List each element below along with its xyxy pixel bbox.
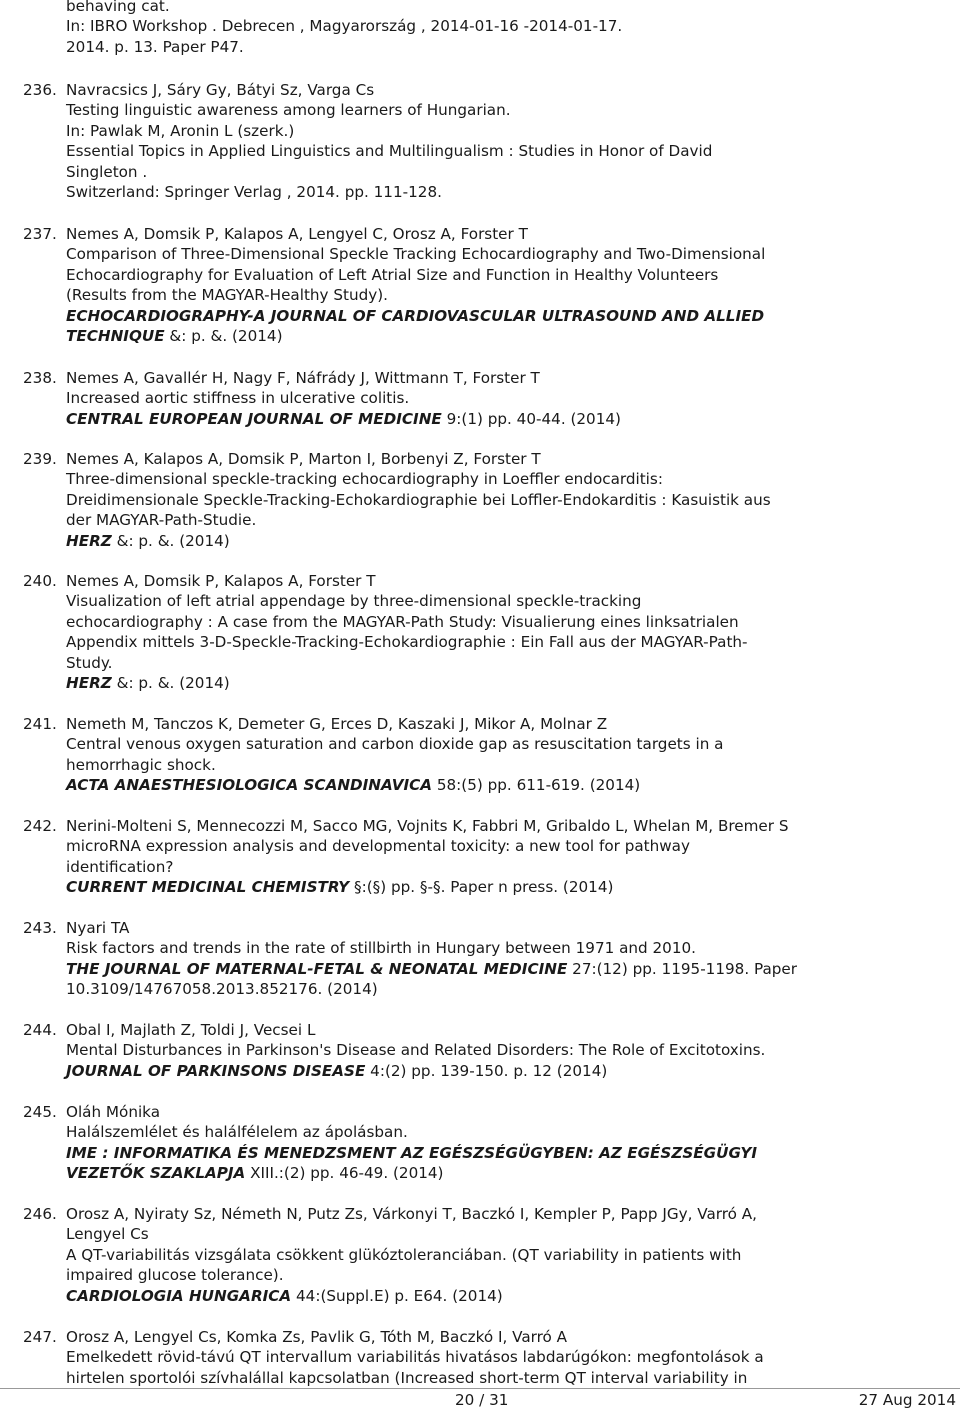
journal-title: ACTA ANAESTHESIOLOGICA SCANDINAVICA — [66, 776, 433, 795]
publication-entry — [0, 1327, 886, 1388]
entry-text: Nemes A, Kalapos A, Domsik P, Marton I, Borbenyi Z, Forster T — [66, 450, 541, 468]
entry-line — [66, 1143, 886, 1163]
entry-text: Central venous oxygen saturation and carbon dioxide gap as resuscitation targets in a — [66, 735, 724, 754]
entry-text: (Results from the MAGYAR-Healthy Study). — [66, 286, 388, 305]
journal-title: VEZETŐK SZAKLAPJA — [66, 1164, 246, 1183]
entry-text: Study. — [66, 653, 113, 672]
entry-number: 242. — [23, 817, 57, 835]
publication-entry — [0, 368, 886, 429]
journal-title: IME : INFORMATIKA ÉS MENEDZSMENT AZ EGÉSZSÉGÜGYBEN: AZ EGÉSZSÉGÜGYI — [66, 1143, 757, 1162]
entry-line — [66, 510, 886, 530]
entry-text: identification? — [66, 857, 174, 876]
entry-line — [66, 857, 886, 877]
publication-entry — [0, 1020, 886, 1081]
entry-line — [66, 591, 886, 611]
entry-line — [66, 836, 886, 856]
entry-number: 246. — [23, 1205, 57, 1223]
entry-line — [66, 1224, 886, 1244]
entry-text: 4:(2) pp. 139-150. p. 12 (2014) — [365, 1061, 608, 1080]
journal-title: CARDIOLOGIA HUNGARICA — [66, 1286, 292, 1305]
entry-line — [66, 224, 886, 244]
entry-number: 245. — [23, 1103, 57, 1121]
entry-line — [66, 1020, 886, 1040]
entry-text: Nemeth M, Tanczos K, Demeter G, Erces D, Kaszaki J, Mikor A, Molnar Z — [66, 715, 608, 733]
entry-text: Nemes A, Domsik P, Kalapos A, Lengyel C, Orosz A, Forster T — [66, 225, 528, 243]
entry-line — [66, 100, 886, 120]
entry-line — [66, 490, 886, 510]
entry-number: 238. — [23, 369, 57, 387]
entry-line — [66, 653, 886, 673]
entry-line — [66, 1265, 886, 1285]
publication-entry — [0, 918, 886, 1000]
entry-text: Testing linguistic awareness among learners of Hungarian. — [66, 101, 511, 120]
entry-text: Halálszemlélet és halálfélelem az ápolásban. — [66, 1123, 408, 1142]
entry-line — [66, 265, 886, 285]
journal-title: THE JOURNAL OF MATERNAL-FETAL & NEONATAL MEDICINE — [66, 959, 568, 978]
entry-line — [66, 755, 886, 775]
publication-entry — [0, 714, 886, 796]
footer-date: 27 Aug 2014 — [858, 1391, 956, 1409]
journal-title: JOURNAL OF PARKINSONS DISEASE — [66, 1061, 366, 1080]
entry-line — [66, 877, 886, 897]
entry-line — [66, 0, 886, 16]
journal-title: TECHNIQUE — [66, 327, 165, 346]
entry-number: 237. — [23, 225, 57, 243]
journal-title: HERZ — [66, 531, 112, 550]
entry-line — [66, 1368, 886, 1388]
entry-text: Risk factors and trends in the rate of stillbirth in Hungary between 1971 and 2010. — [66, 939, 696, 958]
publication-entry — [0, 80, 886, 202]
entry-line — [66, 121, 886, 141]
entry-line — [66, 571, 886, 591]
page-footer — [0, 1388, 960, 1410]
entry-text: Essential Topics in Applied Linguistics and Multilingualism : Studies in Honor of David — [66, 142, 713, 161]
entry-line — [66, 775, 886, 795]
entry-text: Mental Disturbances in Parkinson's Disease and Related Disorders: The Role of Excitotoxins. — [66, 1041, 766, 1060]
entry-line — [66, 938, 886, 958]
entry-text: Comparison of Three-Dimensional Speckle Tracking Echocardiography and Two-Dimensional — [66, 245, 766, 264]
entry-text: Orosz A, Nyiraty Sz, Németh N, Putz Zs, Várkonyi T, Baczkó I, Kempler P, Papp JGy, Varró A, — [66, 1205, 757, 1223]
publication-entry — [0, 449, 886, 551]
entry-line — [66, 1204, 886, 1224]
entry-line — [66, 531, 886, 551]
entry-line — [66, 37, 886, 57]
publication-entry — [0, 0, 886, 57]
entry-text: §:(§) pp. §-§. Paper n press. (2014) — [349, 878, 614, 897]
entry-number: 239. — [23, 450, 57, 468]
entry-line — [66, 714, 886, 734]
entry-line — [66, 285, 886, 305]
entry-line — [66, 244, 886, 264]
entry-line — [66, 979, 886, 999]
entry-text: microRNA expression analysis and developmental toxicity: a new tool for pathway — [66, 837, 690, 856]
entry-number: 236. — [23, 81, 57, 99]
entry-line — [66, 388, 886, 408]
entry-line — [66, 368, 886, 388]
entry-line — [66, 80, 886, 100]
entry-number: 244. — [23, 1021, 57, 1039]
entry-line — [66, 182, 886, 202]
entry-line — [66, 1061, 886, 1081]
entry-line — [66, 1122, 886, 1142]
entry-line — [66, 959, 886, 979]
entry-text: impaired glucose tolerance). — [66, 1266, 284, 1285]
publication-entry — [0, 224, 886, 346]
entry-text: der MAGYAR-Path-Studie. — [66, 511, 257, 530]
entry-line — [66, 1286, 886, 1306]
entry-text: Three-dimensional speckle-tracking echocardiography in Loeffler endocarditis: — [66, 470, 663, 489]
entry-text: In: Pawlak M, Aronin L (szerk.) — [66, 121, 295, 140]
publication-entry — [0, 816, 886, 898]
entry-text: Lengyel Cs — [66, 1225, 149, 1244]
entry-line — [66, 1163, 886, 1183]
entry-text: 58:(5) pp. 611-619. (2014) — [432, 776, 641, 795]
entry-line — [66, 162, 886, 182]
entry-line — [66, 1347, 886, 1367]
entry-text: Oláh Mónika — [66, 1103, 161, 1121]
entry-text: Visualization of left atrial appendage by three-dimensional speckle-tracking — [66, 592, 642, 611]
entry-text: behaving cat. — [66, 0, 170, 15]
entry-text: Nemes A, Domsik P, Kalapos A, Forster T — [66, 572, 376, 590]
entry-text: Nyari TA — [66, 919, 130, 937]
journal-title: CENTRAL EUROPEAN JOURNAL OF MEDICINE — [66, 409, 442, 428]
entry-line — [66, 449, 886, 469]
entry-text: In: IBRO Workshop . Debrecen , Magyarország , 2014-01-16 -2014-01-17. — [66, 17, 623, 36]
entry-line — [66, 1245, 886, 1265]
entry-text: 2014. p. 13. Paper P47. — [66, 37, 244, 56]
entry-line — [66, 409, 886, 429]
entry-text: Orosz A, Lengyel Cs, Komka Zs, Pavlik G, Tóth M, Baczkó I, Varró A — [66, 1328, 568, 1346]
entry-text: Emelkedett rövid-távú QT intervallum variabilitás hivatásos labdarúgókon: megfontolások a — [66, 1348, 764, 1367]
entry-line — [66, 141, 886, 161]
entry-text: hemorrhagic shock. — [66, 755, 216, 774]
entry-number: 247. — [23, 1328, 57, 1346]
entry-text: Singleton . — [66, 162, 148, 181]
journal-title: CURRENT MEDICINAL CHEMISTRY — [66, 878, 350, 897]
entry-text: Nemes A, Gavallér H, Nagy F, Náfrády J, Wittmann T, Forster T — [66, 369, 540, 387]
entry-text: &: p. &. (2014) — [111, 531, 230, 550]
entry-number: 243. — [23, 919, 57, 937]
entry-number: 241. — [23, 715, 57, 733]
entry-line — [66, 918, 886, 938]
entry-text: Nerini-Molteni S, Mennecozzi M, Sacco MG, Vojnits K, Fabbri M, Gribaldo L, Whelan M, Bremer S — [66, 817, 789, 835]
entry-text: Echocardiography for Evaluation of Left Atrial Size and Function in Healthy Volunteers — [66, 265, 719, 284]
entry-line — [66, 816, 886, 836]
entry-number: 240. — [23, 572, 57, 590]
journal-title: HERZ — [66, 674, 112, 693]
entry-text: Dreidimensionale Speckle-Tracking-Echokardiographie bei Loffler-Endokarditis : Kasuistik aus — [66, 490, 771, 509]
entry-text: hirtelen sportolói szívhalállal kapcsolatban (Increased short-term QT interval variability in — [66, 1368, 748, 1387]
entry-text: Appendix mittels 3-D-Speckle-Tracking-Echokardiographie : Ein Fall aus der MAGYAR-Path- — [66, 633, 748, 652]
publication-entry — [0, 571, 886, 693]
entry-text: 27:(12) pp. 1195-1198. Paper — [567, 959, 797, 978]
entry-text: 10.3109/14767058.2013.852176. (2014) — [66, 980, 378, 999]
journal-title: ECHOCARDIOGRAPHY-A JOURNAL OF CARDIOVASCULAR ULTRASOUND AND ALLIED — [66, 306, 765, 325]
entry-text: 9:(1) pp. 40-44. (2014) — [441, 409, 621, 428]
entry-line — [66, 306, 886, 326]
entry-text: XIII.:(2) pp. 46-49. (2014) — [245, 1164, 444, 1183]
entry-text: 44:(Suppl.E) p. E64. (2014) — [291, 1286, 503, 1305]
entry-line — [66, 1040, 886, 1060]
page-number: 20 / 31 — [455, 1391, 509, 1409]
publication-entry — [0, 1102, 886, 1184]
entry-text: Increased aortic stiffness in ulcerative colitis. — [66, 389, 410, 408]
entry-line — [66, 16, 886, 36]
entry-line — [66, 673, 886, 693]
entry-text: A QT-variabilitás vizsgálata csökkent glükóztoleranciában. (QT variability in patients with — [66, 1245, 742, 1264]
entry-text: &: p. &. (2014) — [164, 327, 283, 346]
entry-line — [66, 612, 886, 632]
entry-line — [66, 734, 886, 754]
entry-line — [66, 326, 886, 346]
entry-text: Obal I, Majlath Z, Toldi J, Vecsei L — [66, 1021, 316, 1039]
entry-line — [66, 469, 886, 489]
entry-text: echocardiography : A case from the MAGYAR-Path Study: Visualierung eines linksatrialen — [66, 612, 739, 631]
entry-line — [66, 1102, 886, 1122]
entry-line — [66, 1327, 886, 1347]
entry-text: Switzerland: Springer Verlag , 2014. pp. 111-128. — [66, 183, 442, 202]
entry-text: &: p. &. (2014) — [111, 674, 230, 693]
publication-entry — [0, 1204, 886, 1306]
entry-line — [66, 632, 886, 652]
entry-text: Navracsics J, Sáry Gy, Bátyi Sz, Varga Cs — [66, 81, 375, 99]
